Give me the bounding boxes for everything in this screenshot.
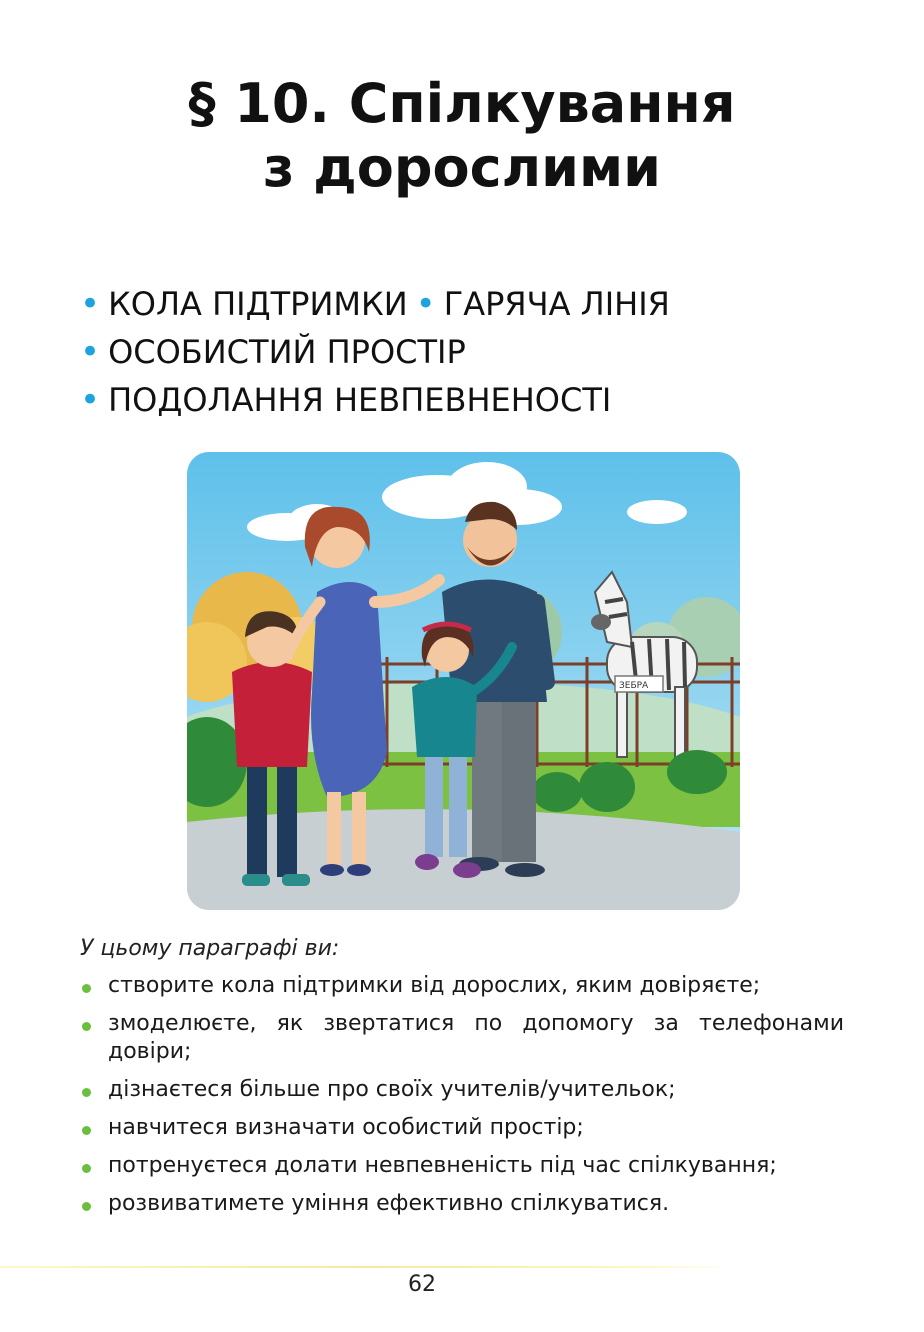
goal-text: створите кола підтримки від дорослих, яким довіряєте; <box>108 973 761 998</box>
list-item <box>80 1010 844 1066</box>
keyword-line-3 <box>80 376 860 424</box>
goal-text: змоделюєте, як звертатися по допомогу за телефонами довіри; <box>108 1011 844 1064</box>
footer-divider <box>0 1266 740 1268</box>
bullet-icon: • <box>415 284 436 324</box>
bullet-icon <box>82 1126 91 1135</box>
family-zoo-illustration <box>187 452 740 910</box>
keyword-support-circles: КОЛА ПІДТРИМКИ <box>108 285 408 323</box>
goal-text: навчитеся визначати особистий простір; <box>108 1115 584 1140</box>
keyword-line-2 <box>80 328 860 376</box>
goals-list <box>80 972 844 1228</box>
list-item <box>80 1152 844 1180</box>
title-line-2: з дорослими <box>262 136 661 199</box>
bullet-icon: • <box>80 380 101 420</box>
bullet-icon <box>82 1164 91 1173</box>
list-item <box>80 1076 844 1104</box>
keyword-overcoming-insecurity: ПОДОЛАННЯ НЕВПЕВНЕНОСТІ <box>108 381 612 419</box>
list-item <box>80 1114 844 1142</box>
bullet-icon <box>82 1022 91 1031</box>
bullet-icon <box>82 1202 91 1211</box>
bullet-icon <box>82 984 91 993</box>
keyword-line-1 <box>80 280 860 328</box>
keyword-personal-space: ОСОБИСТИЙ ПРОСТІР <box>108 333 466 371</box>
title-line-1: § 10. Спілкування <box>188 72 736 135</box>
page-number: 62 <box>408 1272 436 1297</box>
goal-text: потренуєтеся долати невпевненість під час спілкування; <box>108 1153 777 1178</box>
bullet-icon <box>82 1088 91 1097</box>
list-item <box>80 1190 844 1218</box>
bullet-icon: • <box>80 332 101 372</box>
page-title <box>0 72 924 200</box>
goals-heading: У цьому параграфі ви: <box>80 936 340 961</box>
keyword-hotline: ГАРЯЧА ЛІНІЯ <box>443 285 670 323</box>
goal-text: розвиватимете уміння ефективно спілкуватися. <box>108 1191 670 1216</box>
list-item <box>80 972 844 1000</box>
bullet-icon: • <box>80 284 101 324</box>
zebra-sign: ЗЕБРА <box>619 681 649 691</box>
keywords-list <box>80 280 860 424</box>
goal-text: дізнаєтеся більше про своїх учителів/учительок; <box>108 1077 676 1102</box>
